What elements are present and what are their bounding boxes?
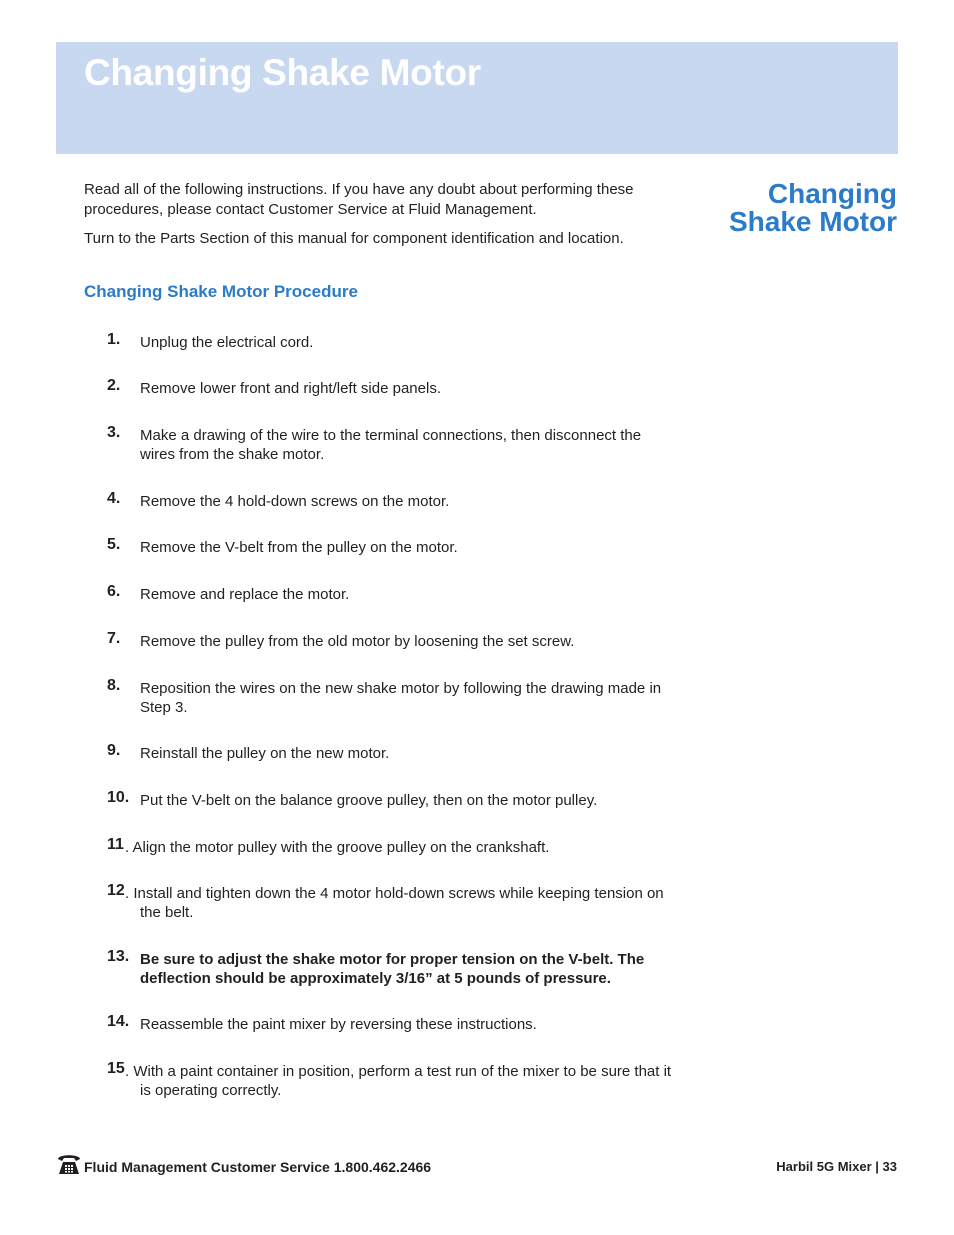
step-number: 8. bbox=[107, 677, 121, 694]
step-number: 5. bbox=[107, 536, 121, 553]
page-title: Changing Shake Motor bbox=[84, 52, 481, 93]
step-text: Reposition the wires on the new shake motor by following the drawing made in Step 3. bbox=[140, 680, 662, 716]
step-text: Make a drawing of the wire to the terminal connections, then disconnect the wires from the shake motor. bbox=[140, 427, 642, 463]
side-title bbox=[729, 180, 897, 236]
step-text: Remove the 4 hold-down screws on the motor. bbox=[140, 493, 450, 510]
step-text: Reinstall the pulley on the new motor. bbox=[140, 745, 390, 762]
page-number: Harbil 5G Mixer | 33 bbox=[776, 1159, 897, 1174]
telephone-icon bbox=[56, 1152, 82, 1176]
step-number: 14. bbox=[107, 1013, 130, 1030]
step-number: 12 bbox=[107, 882, 125, 899]
title-banner bbox=[56, 42, 898, 154]
step-text: . With a paint container in position, perform a test run of the mixer to be sure that it is operating correctly. bbox=[125, 1063, 672, 1099]
step-number: 6. bbox=[107, 583, 121, 600]
step-number: 13. bbox=[107, 948, 130, 965]
intro-section bbox=[84, 180, 674, 259]
step-number: 4. bbox=[107, 490, 121, 507]
step-number: 7. bbox=[107, 630, 121, 647]
step-text: . Install and tighten down the 4 motor hold-down screws while keeping tension on the belt. bbox=[125, 885, 664, 921]
step-text: . Align the motor pulley with the groove pulley on the crankshaft. bbox=[125, 839, 550, 856]
step-number: 11 bbox=[107, 836, 124, 853]
step-number: 2. bbox=[107, 377, 121, 394]
footer-contact bbox=[56, 1152, 431, 1176]
customer-service-text: Fluid Management Customer Service 1.800.462.2466 bbox=[84, 1159, 432, 1175]
step-number: 10. bbox=[107, 789, 130, 806]
step-text: Reassemble the paint mixer by reversing these instructions. bbox=[140, 1016, 537, 1033]
side-title-line: Shake Motor bbox=[728, 206, 897, 237]
step-text: Put the V-belt on the balance groove pulley, then on the motor pulley. bbox=[140, 792, 598, 809]
step-number: 9. bbox=[107, 742, 121, 759]
step-text: Remove lower front and right/left side panels. bbox=[140, 380, 441, 397]
step-number: 1. bbox=[107, 331, 121, 348]
step-text-warning: Be sure to adjust the shake motor for proper tension on the V-belt. The deflection should be approximately 3/16” at 5 pounds of pressure. bbox=[140, 951, 645, 987]
step-text: Remove the V-belt from the pulley on the motor. bbox=[140, 539, 458, 556]
step-text: Unplug the electrical cord. bbox=[140, 334, 314, 351]
step-number: 15 bbox=[107, 1060, 125, 1077]
step-text: Remove the pulley from the old motor by loosening the set screw. bbox=[140, 633, 575, 650]
step-number: 3. bbox=[107, 424, 121, 441]
side-title-line: Changing bbox=[767, 178, 897, 209]
step-text: Remove and replace the motor. bbox=[140, 586, 350, 603]
section-heading: Changing Shake Motor Procedure bbox=[84, 282, 358, 301]
intro-paragraph: Read all of the following instructions. If you have any doubt about performing these procedures, please contact Customer Service at Fluid Management. bbox=[84, 181, 634, 218]
intro-paragraph: Turn to the Parts Section of this manual for component identification and location. bbox=[84, 230, 624, 247]
